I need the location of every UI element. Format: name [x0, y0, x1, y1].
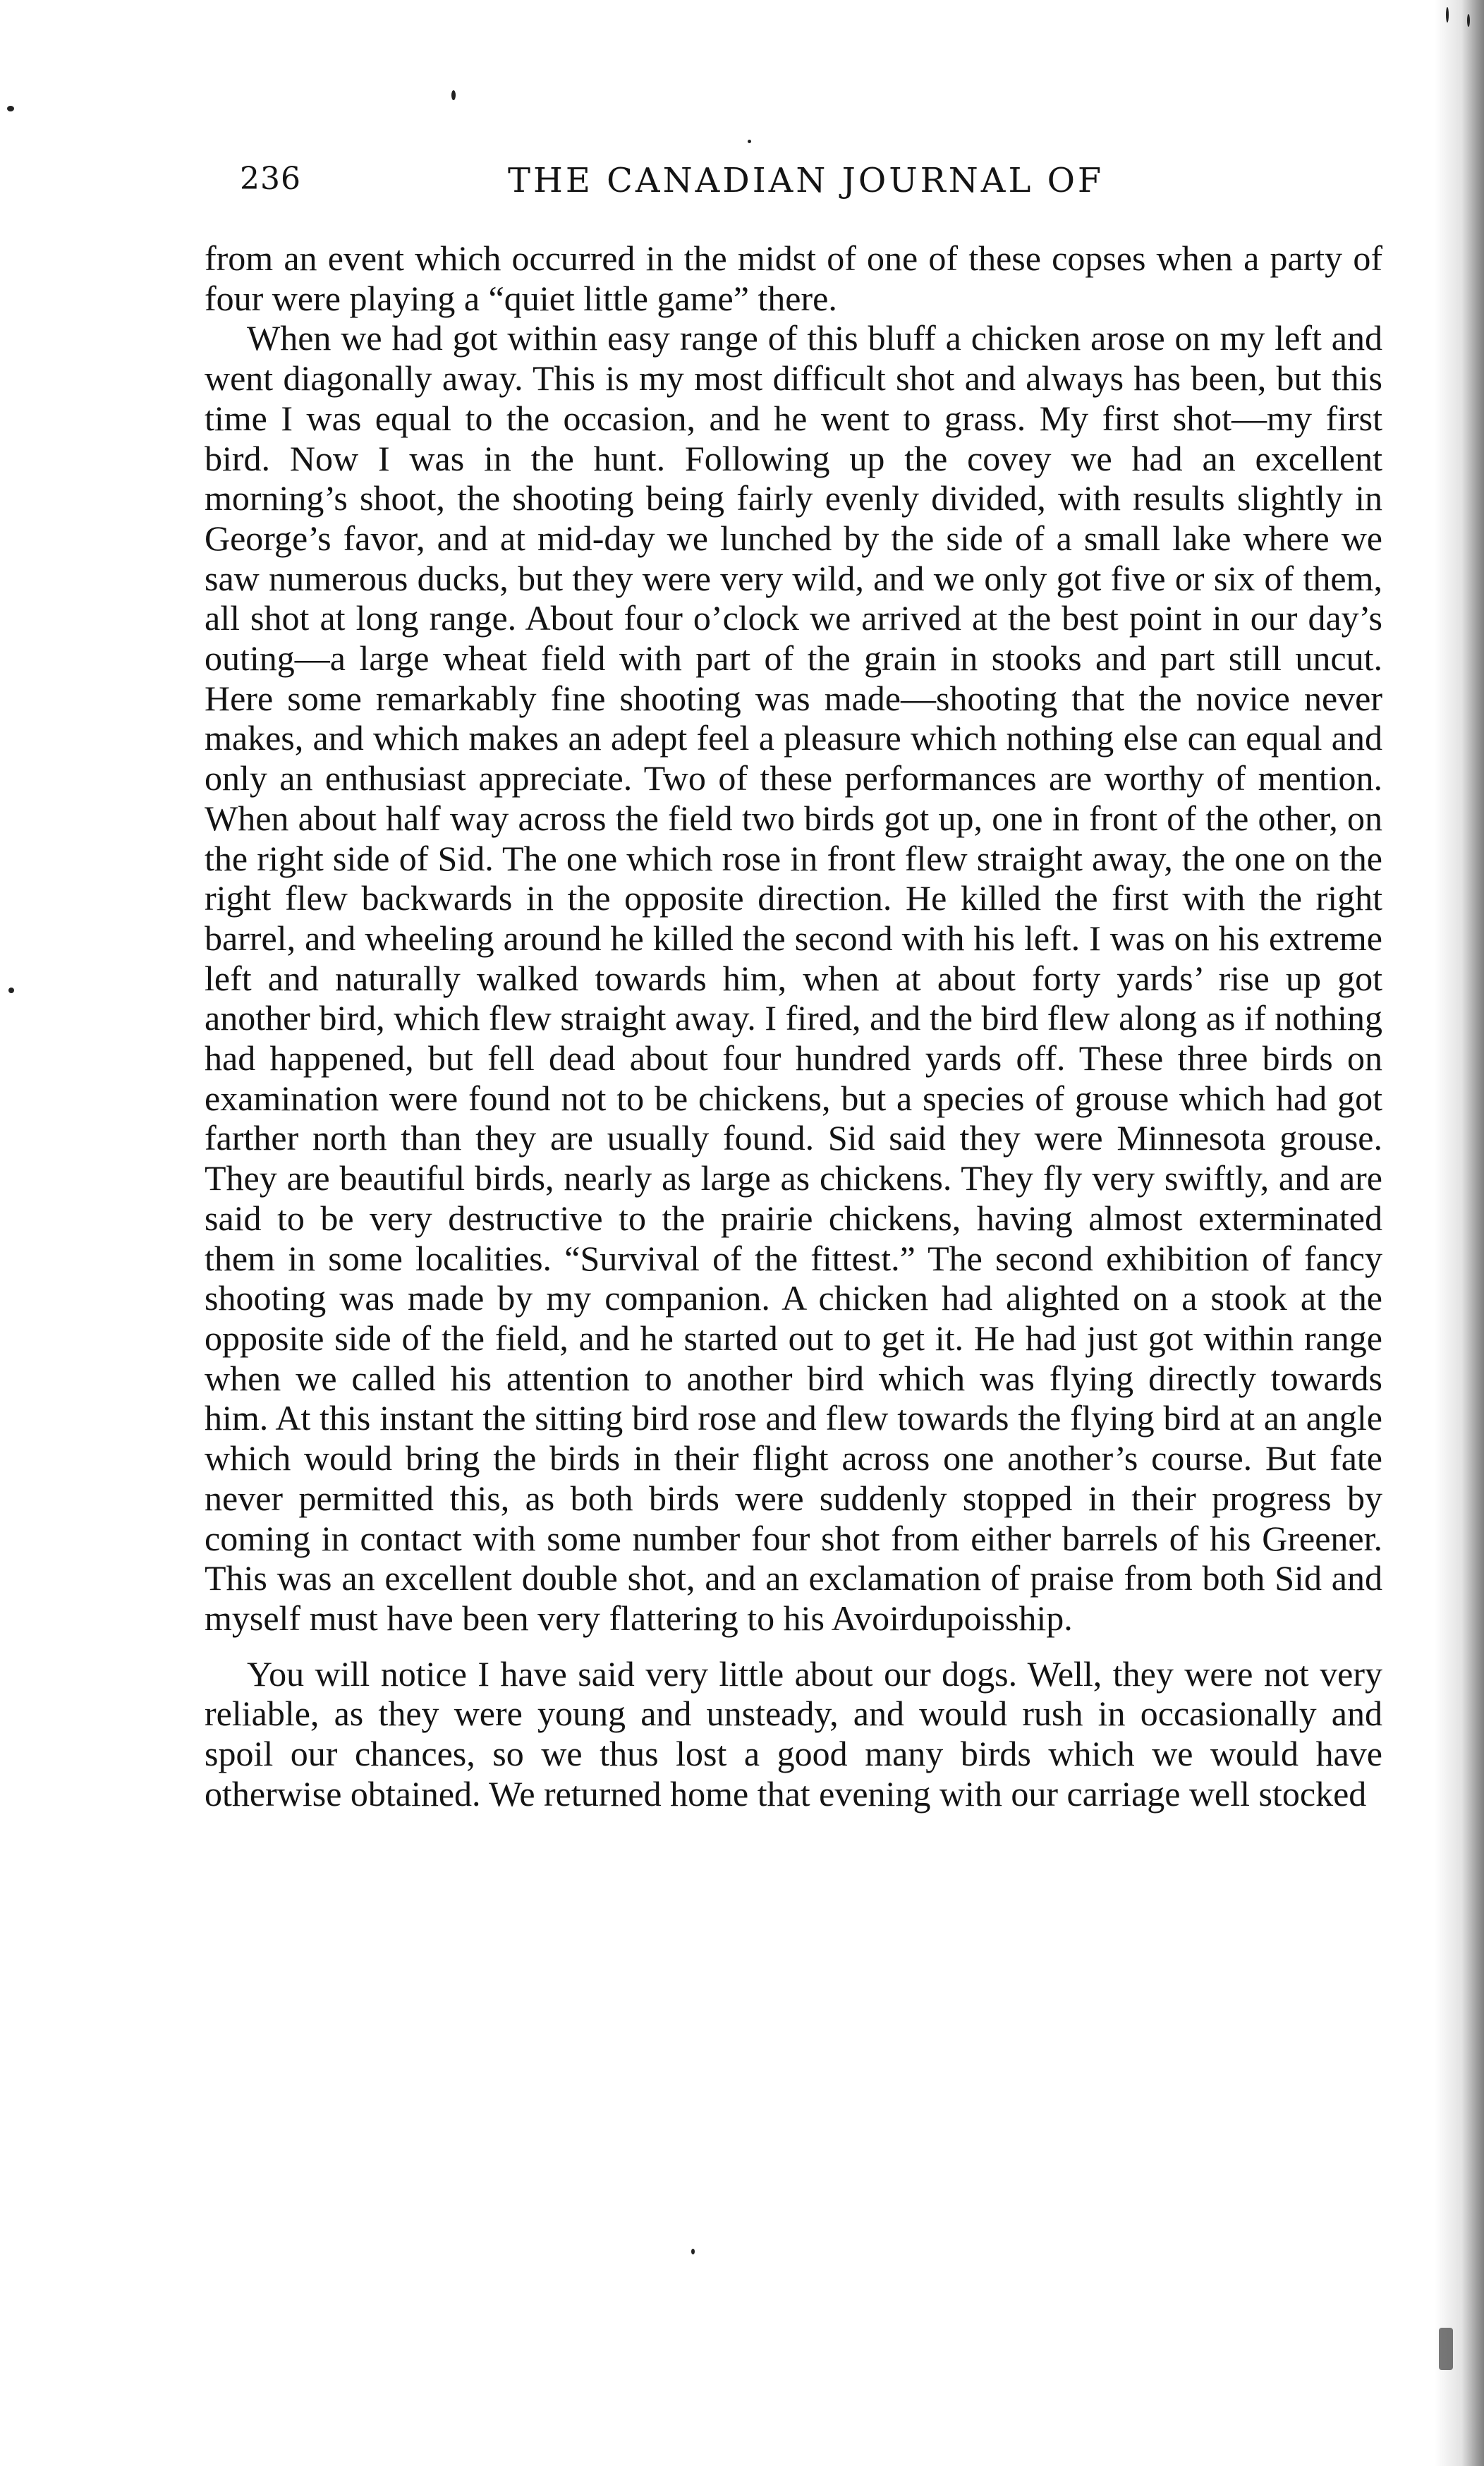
scan-speck [1446, 7, 1449, 23]
scan-speck [748, 140, 751, 143]
paragraph-dogs: You will notice I have said very little about our dogs. Well, they were not very reliable, as they were young and unsteady, and would rush in occasionally and spoil our chances, so we thus lost a good many birds which we would have otherwise obtained. We returned home that evening with our carriage well stocked [205, 1653, 1382, 1814]
scan-speck [7, 106, 14, 111]
scan-speck [8, 988, 14, 993]
paragraph-continuation: from an event which occurred in the midst of one of these copses when a party of four were playing a “quiet little game” there. [205, 238, 1382, 318]
running-head: THE CANADIAN JOURNAL OF [508, 161, 1105, 200]
page-number: 236 [240, 161, 301, 197]
article-body [205, 238, 1382, 1814]
scan-speck [1439, 2328, 1453, 2370]
scan-speck [691, 2249, 695, 2254]
paragraph-hunt: When we had got within easy range of this bluff a chicken arose on my left and went diagonally away. This is my most difficult shot and always has been, but this time I was equal to the occasion, and he went to grass. My first shot—my first bird. Now I was in the hunt. Following up the covey we had an excellent morning’s shoot, the shooting being fairly evenly divided, with results slightly in George’s favor, and at mid-day we lunched by the side of a small lake where we saw numerous ducks, but they were very wild, and we only got five or six of them, all shot at long range. About four o’clock we arrived at the best point in our day’s outing—a large wheat field with part of the grain in stooks and part still uncut. Here some remarkably fine shooting was made—shooting that the novice never makes, and which makes an adept feel a pleasure which nothing else can equal and only an enthusiast appreciate. Two of these performances are worthy of mention. When about half way across the field two birds got up, one in front of the other, on the right side of Sid. The one which rose in front flew straight away, the one on the right flew backwards in the opposite direction. He killed the first with the right barrel, and wheeling around he killed the second with his left. I was on his extreme left and naturally walked towards him, when at about forty yards’ rise up got another bird, which flew straight away. I fired, and the bird flew along as if nothing had happened, but fell dead about four hundred yards off. These three birds on examination were found not to be chickens, but a species of grouse which had got farther north than they are usually found. Sid said they were Minnesota grouse. They are beautiful birds, nearly as large as chickens. They fly very swiftly, and are said to be very destructive to the prairie chickens, having almost exterminated them in some localities. “Survival of the fittest.” The second exhibition of fancy shooting was made by my companion. A chicken had alighted on a stook at the opposite side of the field, and he started out to get it. He had just got within range when we called his attention to another bird which was flying directly towards him. At this instant the sitting bird rose and flew towards the flying bird at an angle which would bring the birds in their flight across one another’s course. But fate never permitted this, as both birds were suddenly stopped in their progress by coming in contact with some number four shot from either barrels of his Greener. This was an excellent double shot, and an exclamation of praise from both Sid and myself must have been very flattering to his Avoirdupoisship. [205, 318, 1382, 1638]
page-header [240, 161, 1397, 210]
scan-speck [451, 90, 456, 100]
scan-speck [1467, 14, 1470, 27]
scan-edge-shadow [1435, 0, 1484, 2466]
